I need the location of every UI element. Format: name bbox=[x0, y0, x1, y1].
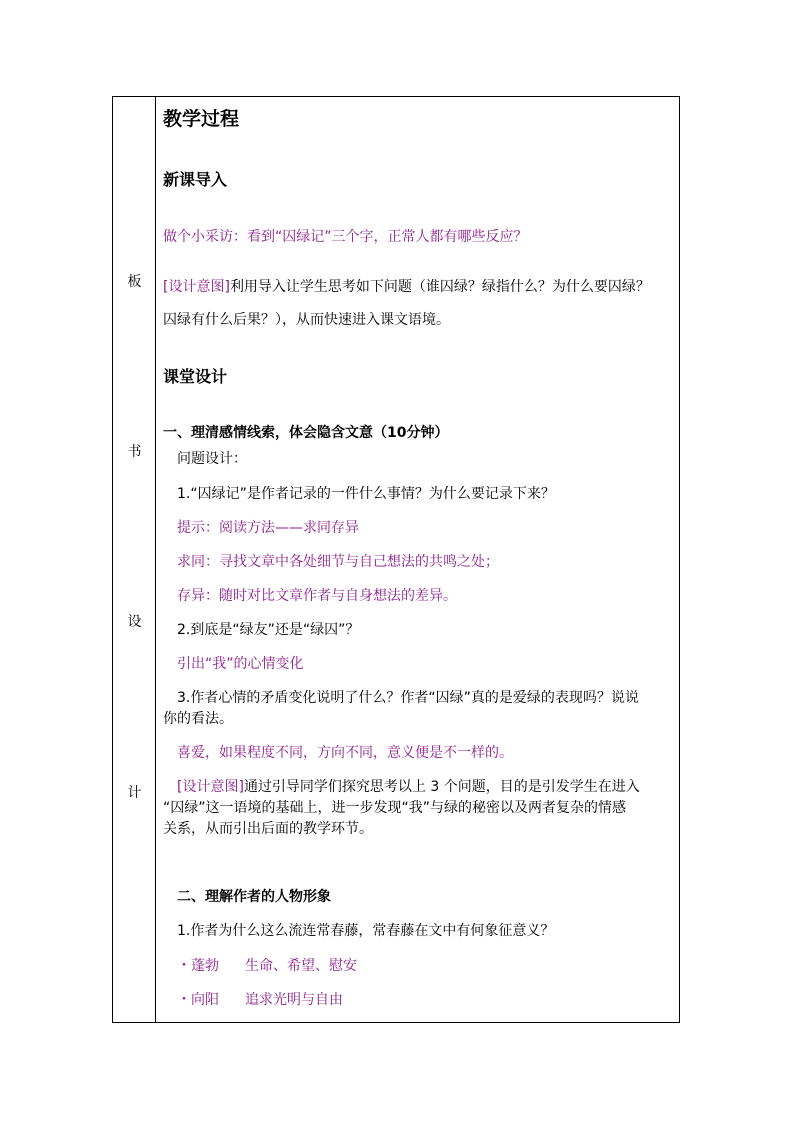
intro-interview: 做个小采访：看到“囚绿记”三个字，正常人都有哪些反应？ bbox=[163, 229, 528, 245]
symbol-meaning: 追求光明与自由 bbox=[245, 992, 343, 1008]
intro-design-line-1 bbox=[163, 278, 650, 296]
part1-heading: 一、理清感情线索，体会隐含文意（10分钟） bbox=[163, 425, 449, 441]
lesson-table bbox=[112, 96, 680, 1023]
symbol-meaning: 生命、希望、慰安 bbox=[245, 958, 357, 974]
symbol-term: ・蓬勃 bbox=[177, 958, 219, 974]
design-intent-tag: [设计意图] bbox=[163, 279, 230, 295]
symbol-row-2 bbox=[177, 991, 343, 1009]
intro-design-text: 利用导入让学生思考如下问题（谁囚绿？绿指什么？为什么要囚绿？ bbox=[229, 279, 650, 295]
side-label-she: 设 bbox=[127, 614, 142, 630]
part1-question-3-line-2: 你的看法。 bbox=[163, 711, 233, 727]
side-label-ban: 板 bbox=[127, 274, 142, 290]
intro-design-line-2: 囚绿有什么后果？），从而快速进入课文语境。 bbox=[163, 312, 450, 328]
intro-heading: 新课导入 bbox=[163, 170, 228, 189]
part1-question-2: 2.到底是“绿友”还是“绿囚”？ bbox=[177, 622, 360, 638]
question-design-label: 问题设计： bbox=[177, 451, 247, 467]
part1-design-line-3: 关系，从而引出后面的教学环节。 bbox=[163, 821, 373, 837]
part1-question-3-line-1: 3.作者心情的矛盾变化说明了什么？作者“囚绿”真的是爱绿的表现吗？说说 bbox=[177, 690, 639, 706]
classroom-heading: 课堂设计 bbox=[163, 367, 228, 386]
seek-common: 求同：寻找文章中各处细节与自己想法的共鸣之处； bbox=[177, 554, 499, 570]
design-intent-tag: [设计意图] bbox=[177, 779, 244, 795]
lesson-content bbox=[156, 97, 679, 1022]
side-label-column bbox=[113, 97, 156, 1022]
part2-question-1: 1.作者为什么这么流连常春藤，常春藤在文中有何象征意义？ bbox=[177, 923, 555, 939]
keep-differences: 存异：随时对比文章作者与自身想法的差异。 bbox=[177, 588, 457, 604]
side-label-ji: 计 bbox=[127, 785, 142, 801]
part1-answer-2: 引出“我”的心情变化 bbox=[177, 656, 304, 672]
section-title: 教学过程 bbox=[163, 108, 240, 130]
part1-answer-3: 喜爱，如果程度不同，方向不同，意义便是不一样的。 bbox=[177, 745, 513, 761]
part1-design-text: 通过引导同学们探究思考以上 3 个问题，目的是引发学生在进入 bbox=[243, 779, 640, 795]
part1-design-line-2: “囚绿”这一语境的基础上，进一步发现“我”与绿的秘密以及两者复杂的情感 bbox=[163, 800, 627, 816]
part1-question-1: 1.“囚绿记”是作者记录的一件什么事情？为什么要记录下来？ bbox=[177, 486, 555, 502]
side-label-shu: 书 bbox=[127, 444, 142, 460]
reading-hint: 提示：阅读方法——求同存异 bbox=[177, 520, 359, 536]
part1-design-line-1 bbox=[177, 778, 640, 796]
symbol-term: ・向阳 bbox=[177, 992, 219, 1008]
part2-heading: 二、理解作者的人物形象 bbox=[177, 889, 331, 905]
symbol-row-1 bbox=[177, 957, 357, 975]
